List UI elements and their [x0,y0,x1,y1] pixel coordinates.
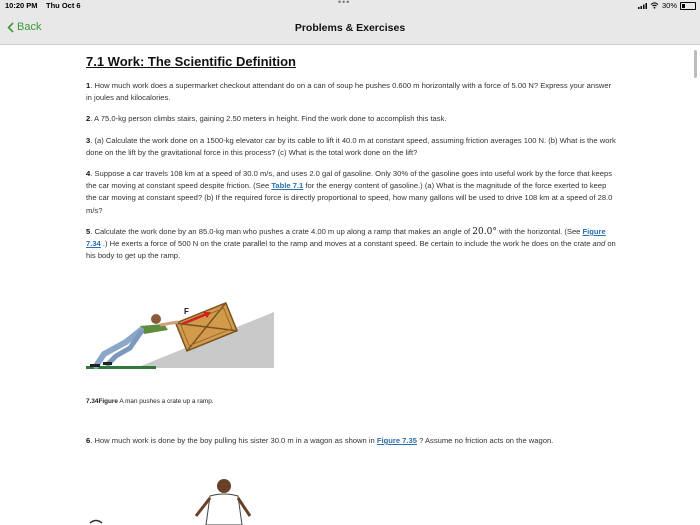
cellular-signal-icon [638,3,647,9]
question-3: 3. (a) Calculate the work done on a 1500-kg elevator car by its cable to lift it 40.0 m at constant speed, assuming friction averages 100 N. (b) What is the work done on the lift by the gravitational force in this process? (c) What is the total work done on the lift? [86,135,616,157]
figure-7-34-link[interactable]: Figure 7.34 [86,226,606,249]
status-bar [0,0,700,12]
battery-icon [680,2,696,10]
question-5: 5. Calculate the work done by an 85.0-kg man who pushes a crate 4.00 m up along a ramp that makes an angle of 20.0° with the horizontal. (See Figure 7.34 .) He exerts a force of 500 N on the crate parallel to the ramp and moves at a constant speed. Be certain to include the work he does on the crate and on his body to get up the ramp. [86,226,616,261]
table-7-1-link[interactable]: Table 7.1 [271,181,304,191]
status-date: Thu Oct 6 [46,1,81,10]
question-6: 6. How much work is done by the boy pulling his sister 30.0 m in a wagon as shown in Figure 7.35 ? Assume no friction acts on the wagon. [86,436,554,445]
status-time: 10:20 PM [5,1,38,10]
figure-7-35-image [86,478,286,525]
question-4: 4. Suppose a car travels 108 km at a speed of 30.0 m/s, and uses 2.0 gal of gasoline. Only 30% of the gasoline goes into useful work by the force that keeps the car moving at constant speed despite friction. (See Table 7.1 for the energy content of gasoline.) (a) What is the magnitude of the force exerted to keep the car moving at constant speed? (b) If the required force is directly proportional to speed, how many gallons will be used to drive 108 km at a speed of 28.0 m/s? [86,169,613,215]
battery-percent: 30% [661,1,677,10]
status-indicators [638,1,696,10]
figure-7-34-image [86,302,276,382]
content [86,54,616,271]
figure-7-34-caption: 7.34Figure A man pushes a crate up a ramp. [86,398,214,405]
nav-bar [0,12,700,45]
section-title: 7.1 Work: The Scientific Definition [86,54,296,69]
multitask-dots-icon[interactable]: ••• [338,0,351,7]
wifi-icon [650,2,659,9]
boy-shirt [206,494,242,525]
question-2: 2. A 75.0-kg person climbs stairs, gaining 2.50 meters in height. Find the work done to accomplish this task. [86,114,447,124]
figure-7-35-link[interactable]: Figure 7.35 [376,436,417,445]
angle-value: 20.0° [472,226,497,237]
page-title: Problems & Exercises [294,22,406,34]
force-label: F [184,307,189,316]
scroll-indicator[interactable] [694,50,697,78]
wagon-handle [90,521,102,524]
back-label: Back [17,21,42,33]
question-1: 1. How much work does a supermarket checkout attendant do on a can of soup he pushes 0.600 m horizontally with a force of 5.00 N? Express your answer in joules and kilocalories. [86,81,612,103]
boy-head [217,479,231,493]
